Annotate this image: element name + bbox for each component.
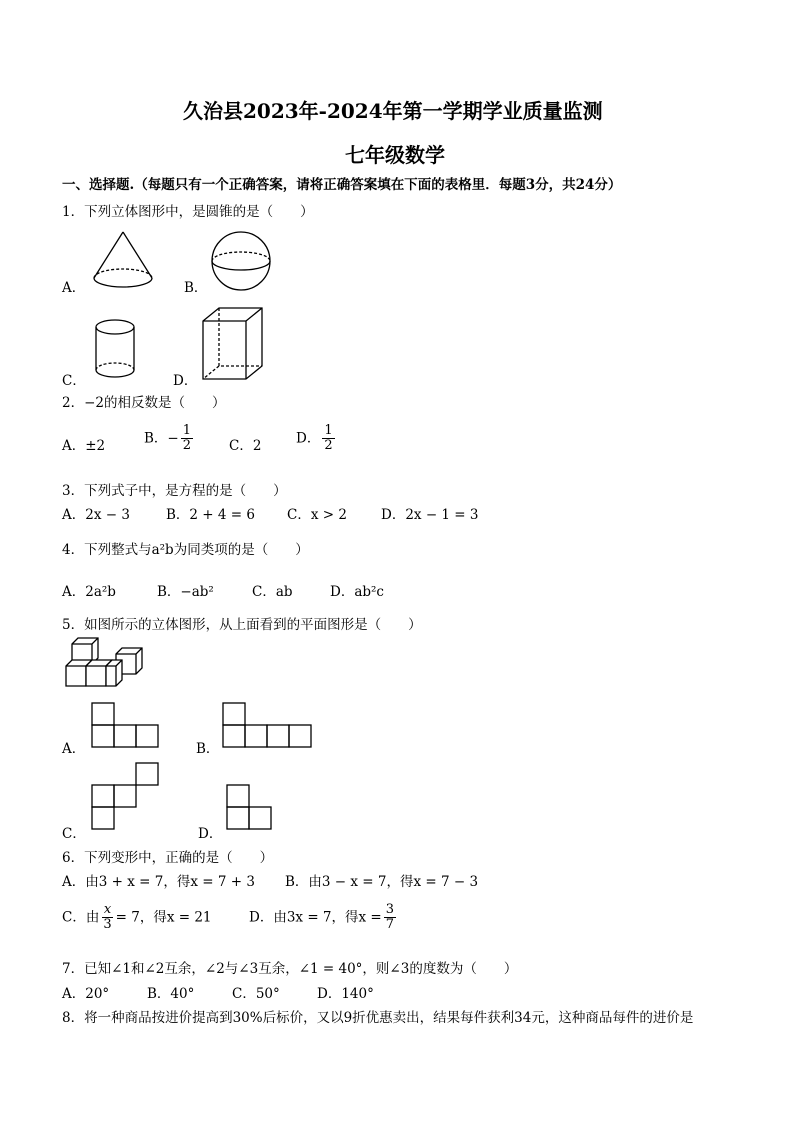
- question-8-stem: 8．将一种商品按进价提高到30%后标价，又以9折优惠卖出，结果每件获利34元，这种商品每件的进价是: [62, 1010, 694, 1026]
- q6-option-c-prefix: C．由: [62, 909, 100, 926]
- q2-option-d-prefix: D．: [296, 430, 321, 447]
- q1-option-d-label: D．: [173, 373, 198, 389]
- question-3-stem: 3．下列式子中，是方程的是（ ）: [62, 483, 287, 499]
- q2-option-b-prefix: B．−: [144, 430, 179, 447]
- question-2-stem: 2．−2的相反数是（ ）: [62, 395, 226, 411]
- q1-option-a-label: A．: [62, 280, 86, 296]
- q5-option-b-label: B．: [196, 741, 220, 757]
- q2-d-numerator: 1: [324, 423, 333, 438]
- q5-option-d-label: D．: [198, 826, 223, 842]
- q2-d-denominator: 2: [324, 438, 333, 454]
- q4-option-b: B．−ab²: [157, 584, 214, 600]
- q2-option-b-fraction: [181, 424, 193, 454]
- cube-stack-figure: [64, 636, 146, 688]
- q7-option-a: A．20°: [62, 986, 110, 1002]
- q5-option-b-figure: [222, 702, 318, 750]
- q2-option-b: [144, 424, 195, 454]
- question-4-stem: 4．下列整式与a²b为同类项的是（ ）: [62, 542, 309, 558]
- q2-option-a: A．±2: [62, 438, 106, 454]
- q7-option-c: C．50°: [232, 986, 280, 1002]
- q6-option-d-fraction: [384, 903, 396, 933]
- q6-option-d: [249, 903, 398, 933]
- question-6-stem: 6．下列变形中，正确的是（ ）: [62, 850, 274, 866]
- page-subtitle: 七年级数学: [345, 143, 445, 167]
- q1-option-c-label: C．: [62, 373, 86, 389]
- q2-option-c: C．2: [229, 438, 262, 454]
- q1-option-b-label: B．: [184, 280, 208, 296]
- q5-option-c-figure: [91, 762, 163, 834]
- q3-option-d: D．2x − 1 = 3: [381, 507, 479, 523]
- q6-option-b: B．由3 − x = 7，得x = 7 − 3: [285, 874, 479, 890]
- q2-b-denominator: 2: [182, 438, 192, 454]
- q5-option-a-figure: [91, 702, 163, 750]
- q6-c-numerator: x: [103, 902, 112, 917]
- page-title: 久治县2023年-2024年第一学期学业质量监测: [183, 99, 603, 123]
- q5-option-c-label: C．: [62, 826, 86, 842]
- q6-c-denominator: 3: [103, 917, 112, 933]
- sphere-icon: [208, 230, 274, 292]
- q5-option-a-label: A．: [62, 741, 86, 757]
- q4-option-c: C．ab: [252, 584, 293, 600]
- q6-option-a: A．由3 + x = 7，得x = 7 + 3: [62, 874, 255, 890]
- cylinder-icon: [90, 318, 140, 380]
- q3-option-a: A．2x − 3: [62, 507, 130, 523]
- q6-option-d-prefix: D．由3x = 7，得x =: [249, 909, 382, 926]
- q2-option-d: [296, 424, 337, 454]
- question-7-stem: 7．已知∠1和∠2互余，∠2与∠3互余，∠1 = 40°，则∠3的度数为（ ）: [62, 961, 518, 977]
- q7-option-b: B．40°: [147, 986, 195, 1002]
- q3-option-b: B．2 + 4 = 6: [166, 507, 255, 523]
- section-heading: 一、选择题.（每题只有一个正确答案，请将正确答案填在下面的表格里．每题3分，共24分）: [62, 177, 622, 193]
- cone-icon: [88, 230, 158, 292]
- q6-option-c: [62, 903, 212, 933]
- q2-b-numerator: 1: [182, 423, 192, 438]
- q4-option-a: A．2a²b: [62, 584, 116, 600]
- q2-option-d-fraction: [322, 424, 334, 454]
- q5-option-d-figure: [226, 784, 276, 834]
- q6-option-c-suffix: = 7，得x = 21: [115, 909, 212, 926]
- q3-option-c: C．x > 2: [287, 507, 347, 523]
- question-5-stem: 5．如图所示的立体图形，从上面看到的平面图形是（ ）: [62, 617, 422, 633]
- q6-d-numerator: 3: [385, 902, 395, 917]
- q4-option-d: D．ab²c: [330, 584, 384, 600]
- q6-d-denominator: 7: [385, 917, 395, 933]
- question-1-stem: 1．下列立体图形中，是圆锥的是（ ）: [62, 204, 314, 220]
- q6-option-c-fraction: [101, 903, 113, 933]
- q7-option-d: D．140°: [317, 986, 374, 1002]
- rectangular-prism-icon: [200, 305, 266, 385]
